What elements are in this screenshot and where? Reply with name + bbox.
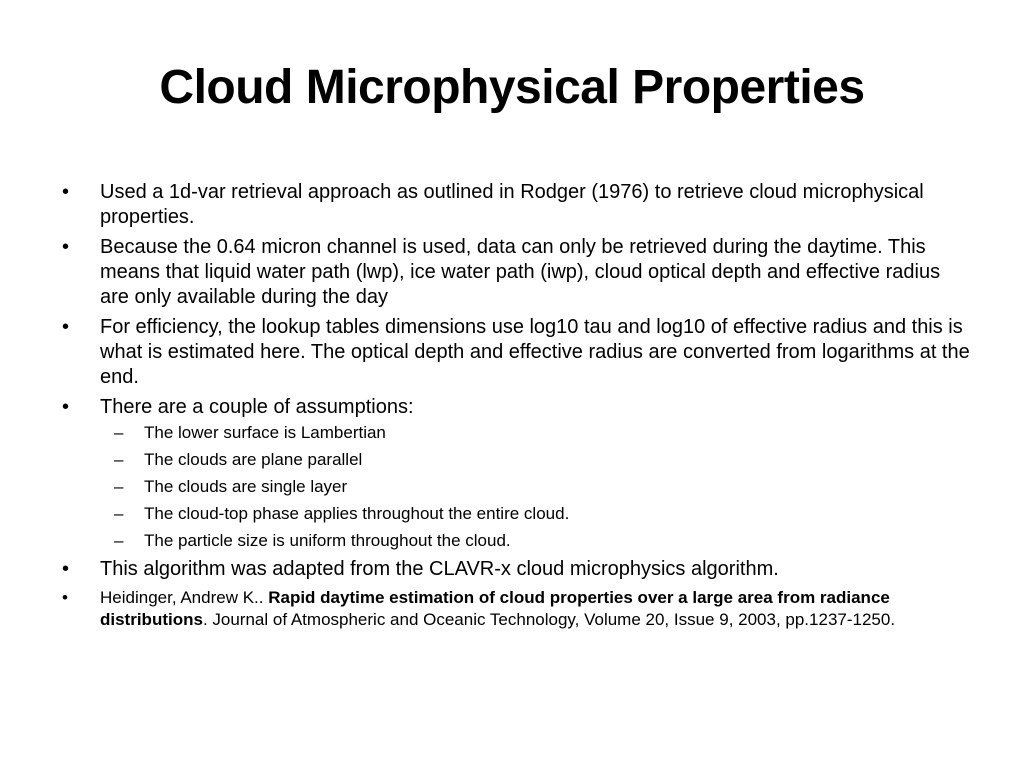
slide-title: Cloud Microphysical Properties — [159, 61, 865, 114]
dash-icon: – — [114, 477, 124, 496]
dash-icon: – — [114, 450, 124, 469]
bullet-text: There are a couple of assumptions: — [100, 396, 414, 418]
dash-icon: – — [114, 531, 124, 550]
assumption-text: The clouds are single layer — [144, 477, 348, 496]
bullet-icon: • — [62, 558, 70, 580]
assumption-item — [100, 503, 972, 524]
assumption-text: The clouds are plane parallel — [144, 450, 363, 469]
bullet-list — [62, 180, 972, 636]
assumption-text: The particle size is uniform throughout the cloud. — [144, 531, 511, 550]
dash-icon: – — [114, 423, 124, 442]
dash-icon: – — [114, 504, 124, 523]
bullet-item — [62, 557, 972, 582]
assumption-item — [100, 530, 972, 551]
bullet-icon: • — [62, 396, 70, 418]
bullet-icon: • — [62, 588, 68, 607]
bullet-icon: • — [62, 316, 70, 338]
assumption-text: The lower surface is Lambertian — [144, 423, 386, 442]
bullet-item — [62, 235, 972, 310]
reference-item — [62, 587, 972, 631]
assumption-item — [100, 449, 972, 470]
bullet-text: For efficiency, the lookup tables dimensions use log10 tau and log10 of effective radius and this is what is estimated here. The optical depth and effective radius are converted from logarithms at the end. — [100, 316, 970, 388]
reference-title: Rapid daytime estimation of cloud properties over a large area from radiance distributions — [100, 588, 890, 629]
bullet-icon: • — [62, 181, 70, 203]
bullet-icon: • — [62, 236, 70, 258]
bullet-text: Because the 0.64 micron channel is used, data can only be retrieved during the daytime. This means that liquid water path (lwp), ice water path (iwp), cloud optical depth and effective radius are only available during the day — [100, 236, 941, 308]
bullet-item — [62, 180, 972, 230]
bullet-text: Used a 1d-var retrieval approach as outlined in Rodger (1976) to retrieve cloud microphysical properties. — [100, 181, 924, 228]
reference-authors: Heidinger, Andrew K.. — [100, 588, 269, 607]
reference-details: . Journal of Atmospheric and Oceanic Technology, Volume 20, Issue 9, 2003, pp.1237-1250. — [202, 610, 896, 629]
bullet-item — [62, 315, 972, 390]
assumption-list — [100, 422, 972, 551]
bullet-text: This algorithm was adapted from the CLAVR-x cloud microphysics algorithm. — [100, 558, 779, 580]
assumption-item — [100, 476, 972, 497]
assumption-text: The cloud-top phase applies throughout the entire cloud. — [144, 504, 570, 523]
reference-text — [100, 588, 895, 629]
bullet-item-assumptions — [62, 395, 972, 551]
assumption-item — [100, 422, 972, 443]
